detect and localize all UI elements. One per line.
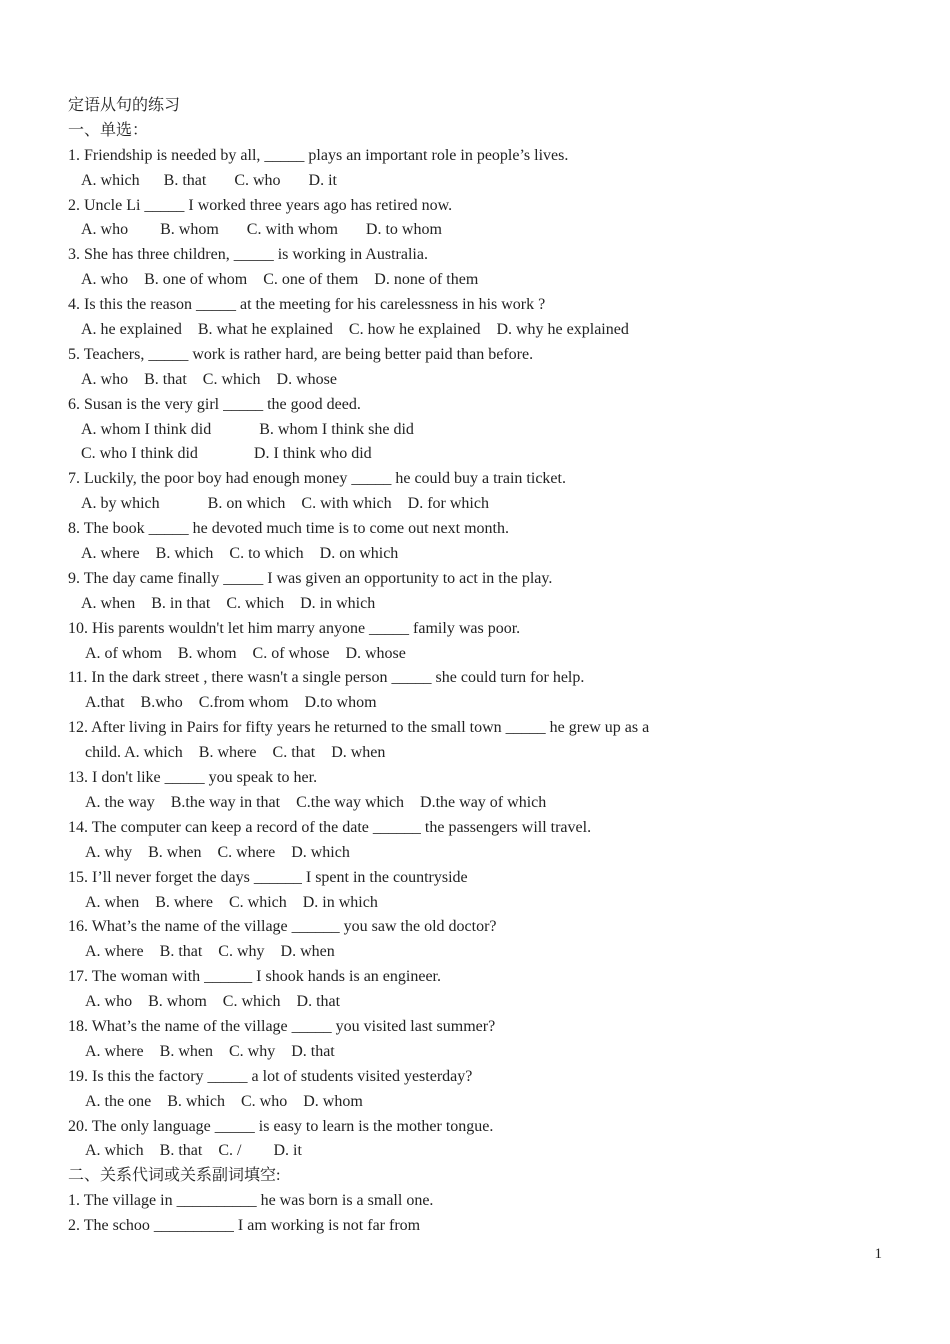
question-text: 7. Luckily, the poor boy had enough money _____ he could buy a train ticket. [68,470,566,488]
fill-item: 2. The schoo __________ I am working is not far from [68,1217,421,1235]
question-text: 4. Is this the reason _____ at the meeting for his carelessness in his work ? [68,296,546,314]
question-text: 3. She has three children, _____ is working in Australia. [68,246,428,264]
question-options: A. which B. that C. who D. it [81,171,337,189]
question-options: A.that B.who C.from whom D.to whom [85,694,377,712]
document-title: 定语从句的练习 [68,97,181,114]
question-options: A. of whom B. whom C. of whose D. whose [85,644,406,662]
question-text: 17. The woman with ______ I shook hands is an engineer. [68,968,441,986]
question-options: A. which B. that C. / D. it [85,1142,302,1160]
section-heading: 二、关系代词或关系副词填空: [68,1167,281,1185]
question-options: A. the way B.the way in that C.the way which D.the way of which [85,793,547,811]
question-options: A. who B. that C. which D. whose [81,370,337,388]
question-options: C. who I think did D. I think who did [81,445,372,463]
question-text: 14. The computer can keep a record of the date ______ the passengers will travel. [68,818,592,836]
question-text: 6. Susan is the very girl _____ the good deed. [68,395,361,413]
question-text: 12. After living in Pairs for fifty years he returned to the small town _____ he grew up as a [68,719,650,737]
question-options: A. when B. in that C. which D. in which [81,594,376,612]
question-options: A. whom I think did B. whom I think she did [81,420,414,438]
fill-item: 1. The village in __________ he was born is a small one. [68,1192,434,1210]
question-text: 8. The book _____ he devoted much time is to come out next month. [68,520,509,538]
question-options: A. when B. where C. which D. in which [85,893,378,911]
question-options: A. where B. when C. why D. that [85,1042,335,1060]
question-text: 11. In the dark street , there wasn't a single person _____ she could turn for help. [68,669,585,687]
question-options: A. who B. whom C. which D. that [85,993,341,1011]
question-options: A. where B. that C. why D. when [85,943,335,961]
question-options: A. who B. whom C. with whom D. to whom [81,221,442,239]
question-text: 5. Teachers, _____ work is rather hard, are being better paid than before. [68,345,534,363]
page-number: 1 [874,1246,882,1262]
question-text: 16. What’s the name of the village ______ you saw the old doctor? [68,918,497,936]
question-options: A. who B. one of whom C. one of them D. none of them [81,271,479,289]
question-text: 9. The day came finally _____ I was given an opportunity to act in the play. [68,569,553,587]
document-body [68,94,908,1239]
question-text: 10. His parents wouldn't let him marry anyone _____ family was poor. [68,619,521,637]
question-options: A. why B. when C. where D. which [85,843,350,861]
question-text: 1. Friendship is needed by all, _____ plays an important role in people’s lives. [68,146,569,164]
question-options: A. he explained B. what he explained C. how he explained D. why he explained [81,321,629,339]
question-text: 18. What’s the name of the village _____ you visited last summer? [68,1017,496,1035]
question-options: A. the one B. which C. who D. whom [85,1092,363,1110]
question-text: 2. Uncle Li _____ I worked three years ago has retired now. [68,196,453,214]
question-text: 20. The only language _____ is easy to learn is the mother tongue. [68,1117,494,1135]
question-options: child. A. which B. where C. that D. when [85,744,386,762]
question-text: 19. Is this the factory _____ a lot of students visited yesterday? [68,1067,473,1085]
question-text: 15. I’ll never forget the days ______ I spent in the countryside [68,868,468,886]
question-options: A. where B. which C. to which D. on which [81,545,399,563]
question-text: 13. I don't like _____ you speak to her. [68,769,318,787]
question-options: A. by which B. on which C. with which D. for which [81,495,489,513]
section-heading: 一、单选： [68,121,149,139]
